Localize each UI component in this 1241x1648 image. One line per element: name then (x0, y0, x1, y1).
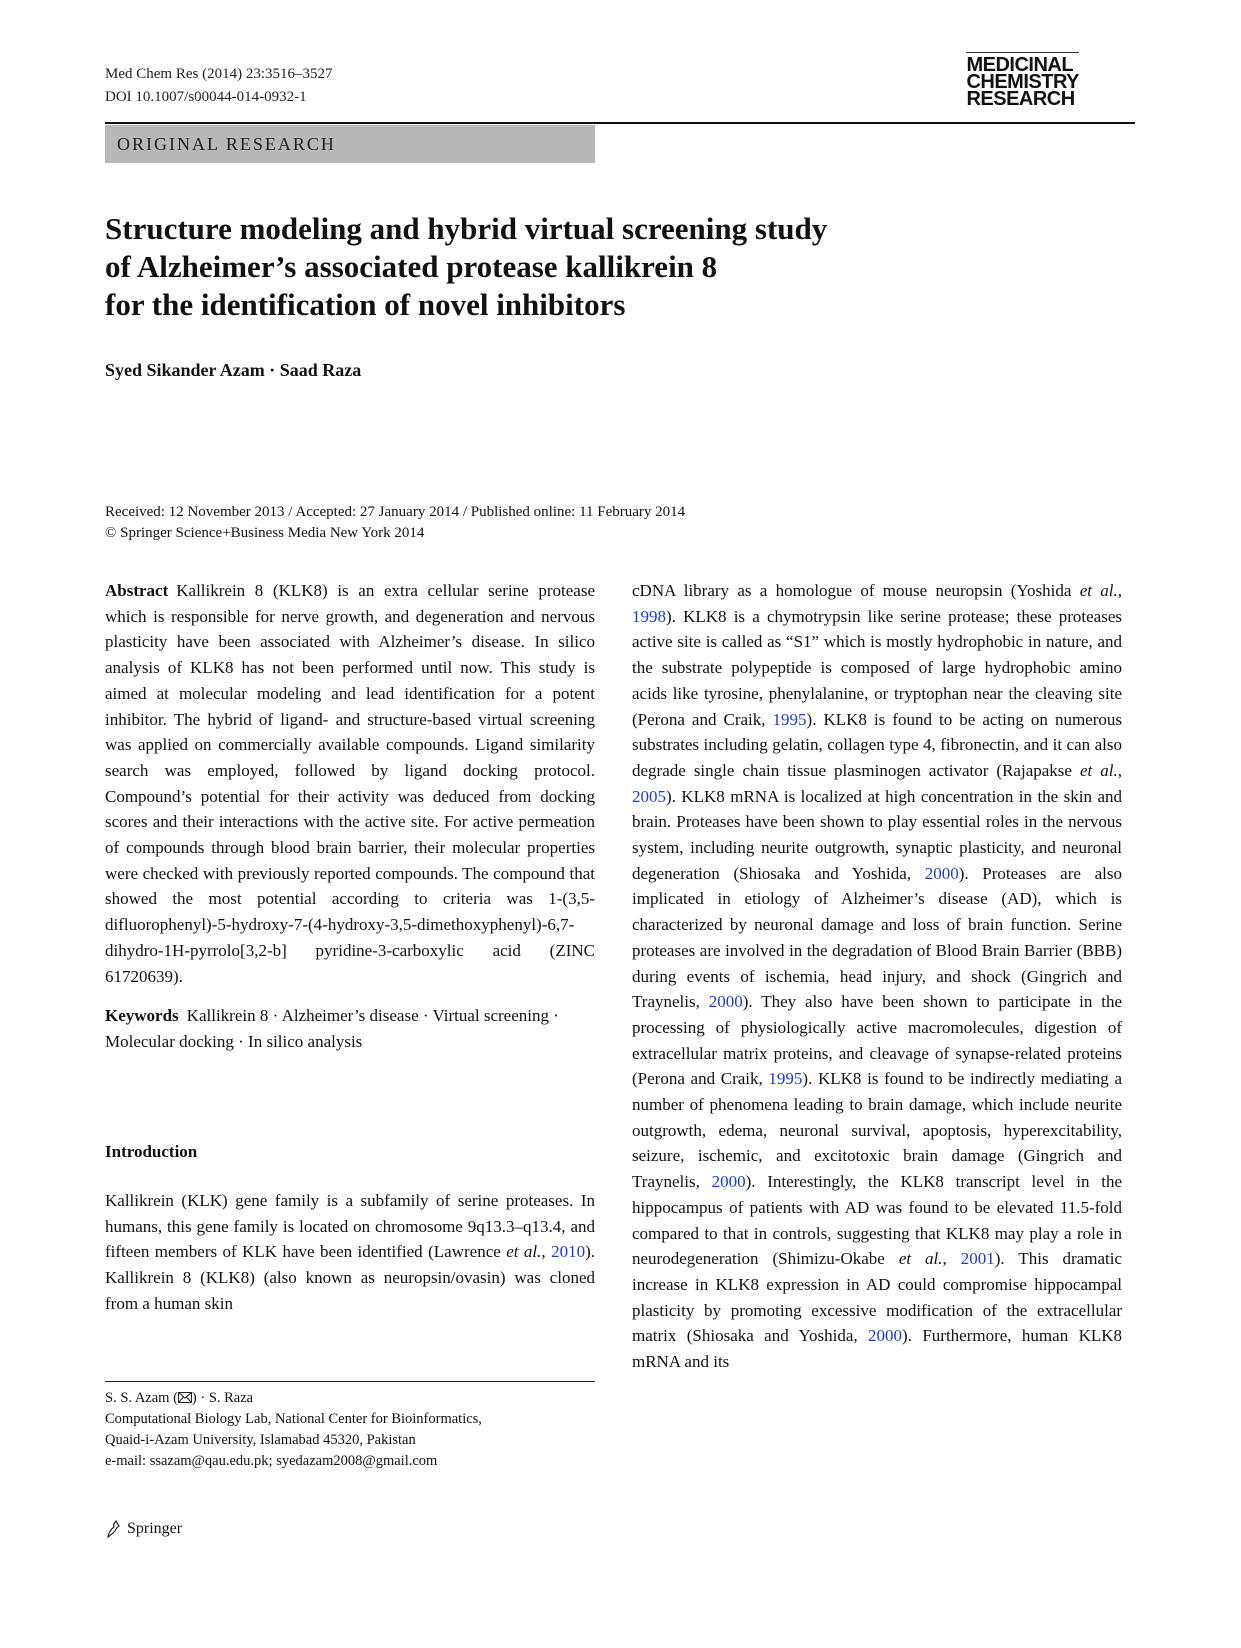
email-line: e-mail: ssazam@qau.edu.pk; syedazam2008@gmail.com (105, 1453, 438, 1469)
body-text: ). KLK8 is found to be indirectly mediating a number of phenomena leading to brain damage, which include neurite outgrowth, edema, neuronal survival, apoptosis, hyperexcitability, seizure, ischemic, and excitotoxic brain damage (Gingrich and Traynelis, (632, 1069, 1122, 1192)
body-text: ). Interestingly, the KLK8 transcript level in the hippocampus of patients with AD was found to be elevated 11.5-fold compared to that in controls, suggesting that KLK8 may play a role in neurodegeneration (Shimizu-Okabe (632, 1172, 1122, 1269)
dates-line: Received: 12 November 2013 / Accepted: 27 January 2014 / Published online: 11 February 2014 (105, 504, 686, 520)
publisher-name: Springer (127, 1520, 183, 1537)
body-etal: et al. (898, 1249, 943, 1269)
publisher-footer (105, 1520, 182, 1538)
body-text: , (1117, 581, 1122, 600)
body-text: ). Proteases are also implicated in etiology of Alzheimer’s disease (AD), which is characterized by neuronal damage and loss of brain function. Serine proteases are involved in the degradation of Blood Brain Barrier (BBB) during events of ischemia, head injury, and shock (Gingrich and Traynelis, (632, 863, 1122, 1012)
citation-link[interactable]: 1995 (772, 709, 807, 729)
affiliation-line: Computational Biology Lab, National Center for Bioinformatics, (105, 1411, 482, 1427)
logo-line: RESEARCH (966, 88, 1075, 110)
footnote-rule (105, 1381, 595, 1382)
springer-horse-icon (105, 1520, 121, 1538)
intro-text: Kallikrein (KLK) gene family is a subfamily of serine proteases. In humans, this gene family is located on chromosome 9q13.3–q13.4, and fifteen members of KLK have been identified (Lawrence (105, 1191, 595, 1262)
header-rule (105, 122, 1135, 124)
article-title (105, 210, 925, 324)
publication-dates (105, 502, 685, 544)
citation-link[interactable]: 2000 (708, 992, 743, 1012)
keywords (105, 1003, 595, 1054)
envelope-icon (178, 1392, 192, 1403)
journal-logo (966, 52, 1079, 108)
body-etal: et al. (1079, 581, 1118, 600)
logo-line: CHEMISTRY (966, 71, 1079, 93)
body-text: , (942, 1249, 961, 1269)
keywords-text: Kallikrein 8 · Alzheimer’s disease · Virtual screening · Molecular docking · In silico analysis (105, 1006, 559, 1051)
body-text: ). KLK8 mRNA is localized at high concentration in the skin and brain. Proteases have been shown to play essential roles in the nervous system, including neurite outgrowth, synaptic plasticity, and neuronal degeneration (Shiosaka and Yoshida, (632, 786, 1122, 883)
body-text: cDNA library as a homologue of mouse neuropsin (Yoshida (632, 581, 1080, 600)
title-line: of Alzheimer’s associated protease kallikrein 8 (105, 249, 718, 284)
intro-text: , (541, 1242, 552, 1262)
citation-link[interactable]: 1995 (768, 1069, 803, 1089)
title-line: for the identification of novel inhibitors (105, 287, 626, 322)
body-text: ). KLK8 is found to be acting on numerous substrates including gelatin, collagen type 4, fibronectin, and it can also degrade single chain tissue plasminogen activator (Rajapakse (632, 709, 1122, 780)
intro-etal: et al. (506, 1242, 542, 1262)
logo-line: MEDICINAL (966, 54, 1074, 76)
citation-link[interactable]: 2000 (868, 1326, 903, 1346)
introduction-paragraph (105, 1188, 595, 1317)
body-text: ). KLK8 is a chymotrypsin like serine protease; these proteases active site is called as “S1” which is mostly hydrophobic in nature, and the substrate polypeptide is composed of large hydrophobic amino acids like tyrosine, phenylalanine, or tryptophan near the cleaving site (Perona and Craik, (632, 606, 1122, 729)
body-text: , (1117, 760, 1122, 780)
citation-link[interactable]: 2000 (924, 863, 959, 883)
body-etal: et al. (1079, 760, 1118, 780)
citation-link[interactable]: 2005 (632, 786, 666, 806)
body-text: ). They also have been shown to participate in the processing of physiologically active macromolecules, digestion of extracellular matrix proteins, and cleavage of synapse-related proteins (Perona and Craik, (632, 992, 1122, 1089)
category-banner: ORIGINAL RESEARCH (105, 125, 595, 163)
introduction-heading: Introduction (105, 1142, 198, 1161)
citation-link[interactable]: 2000 (711, 1172, 746, 1192)
keywords-label: Keywords (105, 1006, 179, 1026)
body-text: ). Furthermore, human KLK8 mRNA and its (632, 1326, 1123, 1372)
abstract-text: Kallikrein 8 (KLK8) is an extra cellular serine protease which is responsible for nerve growth, and degeneration and nervous plasticity have been associated with Alzheimer’s disease. In silico analysis of KLK8 has not been performed until now. This study is aimed at molecular modeling and lead identification for a potent inhibitor. The hybrid of ligand- and structure-based virtual screening was applied on commercially available compounds. Ligand similarity search was employed, followed by ligand docking protocol. Compound’s potential for their activity was deduced from docking scores and their interactions with the active site. For active permeation of compounds through blood brain barrier, their molecular properties were checked with previously reported compounds. The compound that showed the most potential according to criteria was 1-(3,5-difluorophenyl)-5-hydroxy-7-(4-hydroxy-3,5-dimethoxyphenyl)-6,7-dihydro-1H-pyrrolo[3,2-b] pyridine-3-carboxylic acid (ZINC 61720639). (105, 581, 595, 986)
abstract (105, 578, 595, 989)
copyright: © Springer Science+Business Media New York 2014 (105, 525, 425, 541)
abstract-block (105, 578, 595, 1055)
citation-link[interactable]: 2010 (551, 1242, 586, 1262)
citation-link[interactable]: 2001 (960, 1249, 995, 1269)
authors: Syed Sikander Azam · Saad Raza (105, 360, 362, 380)
footnote-authors (105, 1388, 605, 1409)
intro-text: ). Kallikrein 8 (KLK8) (also known as neuropsin/ovasin) was cloned from a human skin (105, 1242, 596, 1313)
footnote-text: S. S. Azam ( (105, 1390, 178, 1406)
author-footnote (105, 1388, 605, 1472)
title-line: Structure modeling and hybrid virtual screening study (105, 211, 828, 246)
footnote-text: ) · S. Raza (191, 1390, 254, 1406)
right-column-text (632, 578, 1122, 1375)
affiliation-line: Quaid-i-Azam University, Islamabad 45320, Pakistan (105, 1432, 416, 1448)
body-text: ). This dramatic increase in KLK8 expression in AD could compromise hippocampal plasticity by promoting excessive modification of the extracellular matrix (Shiosaka and Yoshida, (632, 1249, 1123, 1346)
journal-citation: Med Chem Res (2014) 23:3516–3527 (105, 66, 333, 82)
doi: DOI 10.1007/s00044-014-0932-1 (105, 89, 307, 105)
abstract-label: Abstract (105, 581, 169, 600)
citation-link[interactable]: 1998 (632, 606, 666, 626)
